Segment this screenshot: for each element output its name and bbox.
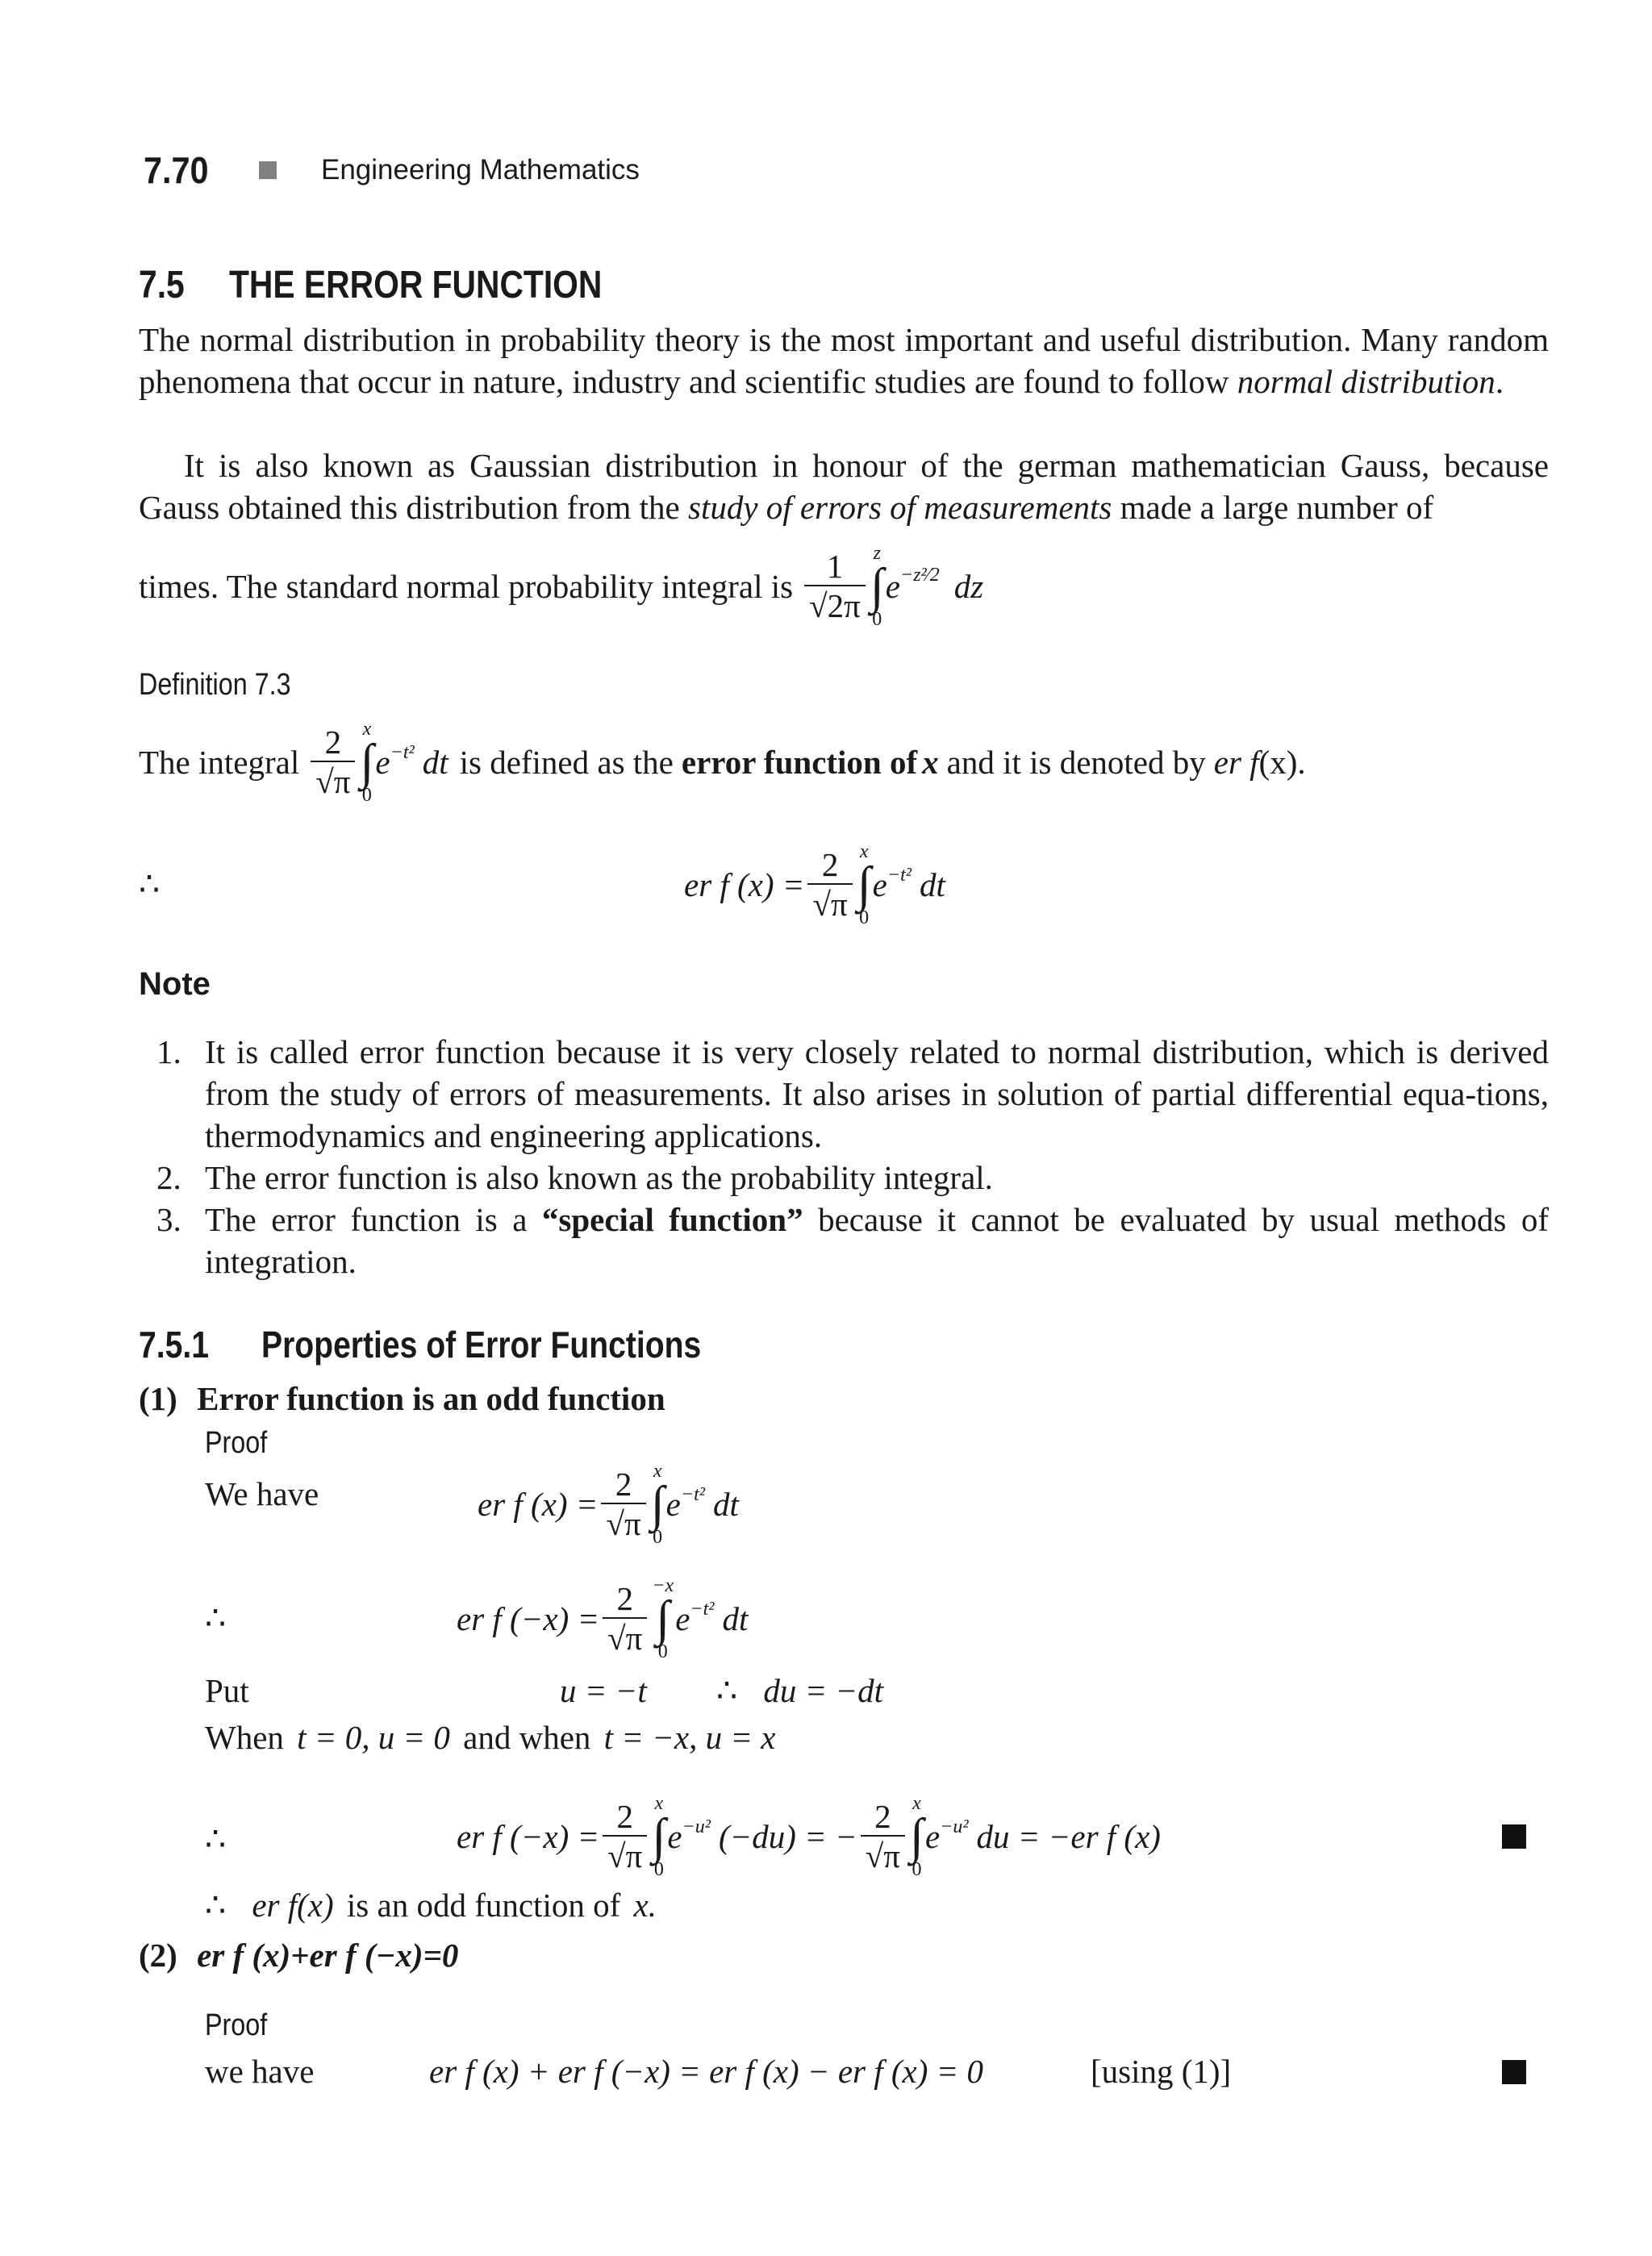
pi: π [830,886,848,923]
note-title: Note [139,966,211,1002]
eq-fraction [861,1799,905,1874]
fraction-denominator: √π [603,1617,647,1657]
eq-middle: (−du) = − [718,1818,857,1855]
fraction-numerator: 2 [616,1797,633,1835]
integral-upper-limit: x [654,1792,664,1814]
integral-symbol: ∫ [656,1591,670,1646]
note-item-2 [139,1157,1549,1199]
integral-symbol: ∫ [360,734,374,790]
section-title: THE ERROR FUNCTION [229,264,603,306]
note-text [205,1199,1549,1282]
formula-fraction [807,847,852,923]
property-1-heading [139,1378,665,1420]
exp-base: e [665,1486,681,1523]
def-fraction [311,724,355,800]
definition-bold: error function of [681,744,918,781]
normal-integral-line [139,534,1510,639]
therefore-symbol: ∴ [139,865,161,903]
normal-integral-text: times. The standard normal probability integral is [139,568,794,605]
conclusion-var: x. [633,1887,657,1924]
therefore-symbol: ∴ [205,1820,227,1858]
substitution-result [716,1670,883,1712]
integral-symbol: ∫ [909,1808,924,1864]
note-number: 1. [156,1033,181,1070]
when-text: When [205,1719,284,1756]
eq-fraction [603,1799,647,1874]
note-item-3 [139,1199,1549,1282]
using-reference: [using (1)] [1091,2053,1232,2090]
fraction-numerator: 2 [616,1579,633,1617]
fraction-denominator: √π [311,761,355,800]
page-number: 7.70 [144,149,209,191]
section-number: 7.5 [139,264,185,306]
note-text: The error function is also known as the probability integral. [205,1159,993,1196]
exponent: −u² [940,1816,969,1837]
integral-upper-limit: x [653,1460,662,1482]
conclusion-text: is an odd function of [346,1887,621,1924]
integral-sign [857,842,871,928]
exponent: −t² [680,1484,705,1505]
integral-sign [652,1794,665,1880]
fraction-numerator: 1 [826,547,844,585]
integral-upper-limit: z [873,542,881,564]
intro-paragraph-1 [139,319,1549,402]
qed-square-icon [1502,1824,1526,1849]
when-eq: t = −x, u = x [603,1719,776,1756]
integral-symbol: ∫ [650,1476,665,1532]
definition-label: Definition 7.3 [139,668,291,702]
differential: dt [722,1600,749,1637]
gauss-text-end: made a large number of [1120,489,1434,526]
exponent: −t² [886,865,912,886]
gauss-text: It is also known as Gaussian distribution in honour of the german mathematician Gauss, because Gauss obtained this distribution from the [139,447,1549,526]
fraction-denominator: √π [861,1835,905,1874]
property-1-conclusion [205,1884,657,1926]
differential: dt [422,744,448,781]
property-number: (1) [139,1380,177,1417]
fraction-denominator: √2π [804,585,866,624]
normal-constant-fraction [804,548,866,624]
formula-lhs: er f (x) = [684,866,805,903]
integral-sign [870,544,884,630]
property-2-equation: er f (x) + er f (−x) = er f (x) − er f (x) = 0 [429,2053,984,2090]
note-bold: “special function” [541,1201,803,1238]
running-header [144,144,1515,200]
fraction-numerator: 2 [874,1797,891,1835]
eq-lhs: er f (−x) = [457,1818,600,1855]
section-heading [139,263,1510,311]
definition-text: and it is denoted by [946,744,1206,781]
definition-line [139,710,1558,815]
note-text-part: because it cannot be evaluated by usual methods of integration. [205,1201,1549,1280]
eq-lhs: er f (−x) = [457,1600,600,1637]
pi: π [625,1620,643,1657]
integral-symbol: ∫ [870,558,884,614]
pi: π [624,1505,641,1542]
note-text-part: The error function is a [205,1201,528,1238]
therefore-symbol: ∴ [205,1887,227,1924]
differential: dt [712,1486,739,1523]
limits-change-line [205,1716,775,1758]
we-have-label: we have [205,2053,315,2090]
erf-definition-formula [684,832,1168,937]
exp-base: e [675,1600,690,1637]
integral-lower-limit: 0 [657,1641,668,1663]
exp-base: e [885,568,900,605]
integral-symbol: ∫ [857,857,871,912]
integral-sign [651,1462,665,1548]
exponent: −t² [690,1599,715,1620]
eq-lhs: er f (x) = [478,1486,599,1523]
erf-notation: er f [1213,744,1259,781]
integral-lower-limit: 0 [872,609,882,631]
eq-end: du = −er f (x) [976,1818,1161,1855]
proof-label: Proof [205,1426,268,1460]
property-2-heading [139,1934,458,1976]
definition-text: The integral [139,744,300,781]
differential: dz [953,568,984,605]
fraction-numerator: 2 [615,1465,632,1503]
substitution: u = −t [560,1672,647,1709]
differential: dt [919,866,945,903]
subsection-number: 7.5.1 [139,1324,209,1366]
proof-label: Proof [205,2008,268,2042]
erf-eq-3 [457,1784,1263,1889]
exponent: −u² [682,1816,711,1837]
property-number: (2) [139,1937,177,1974]
integral-sign [360,719,373,806]
qed-square-icon [1502,2060,1526,2084]
fraction-denominator: √π [603,1835,647,1874]
put-label: Put [205,1672,249,1709]
pi: π [333,763,351,800]
integral-upper-limit: x [859,840,869,862]
integral-lower-limit: 0 [653,1859,664,1881]
note-list [139,1031,1549,1282]
intro-text: The normal distribution in probability theory is the most important and useful distribution. Many random phenomena that occur in nature, industry and scientific studies are found to follow [139,321,1549,400]
integral-lower-limit: 0 [361,785,372,807]
exp-base: e [924,1818,941,1855]
eq-fraction [601,1466,645,1542]
book-title: Engineering Mathematics [321,154,640,186]
erf-eq-2 [457,1566,876,1671]
therefore-symbol: ∴ [716,1672,738,1709]
header-square-icon [259,161,277,179]
exponent: −z²⁄2 [900,565,940,586]
fraction-numerator: 2 [821,845,839,883]
integral-sign [652,1576,674,1662]
fraction-denominator: √π [807,883,852,923]
intro-italic: normal distribution [1237,363,1496,400]
conclusion-erf: er f(x) [252,1887,334,1924]
exp-base: e [375,744,390,781]
integral-lower-limit: 0 [912,1859,922,1881]
property-title: er f (x)+er f (−x)=0 [197,1937,459,1974]
exponent: −t² [390,742,415,763]
intro-period: . [1495,363,1504,400]
erf-eq-1 [478,1452,881,1557]
when-eq: t = 0, u = 0 [297,1719,450,1756]
integral-sign [910,1794,924,1880]
integral-upper-limit: x [362,718,372,740]
integral-upper-limit: x [912,1792,921,1814]
property-title: Error function is an odd function [197,1380,665,1417]
note-text: It is called error function because it is very closely related to normal distribution, which is derived from the study of errors of measurements. It also arises in solution of partial differential equa-tions, thermodynamics and engineering applications. [205,1033,1549,1154]
erf-argument: (x). [1258,744,1306,781]
intro-paragraph-2 [139,444,1549,528]
integral-symbol: ∫ [652,1808,666,1864]
fraction-denominator: √π [601,1503,645,1542]
two-pi: 2π [827,587,861,624]
integral-lower-limit: 0 [653,1527,663,1549]
exp-base: e [667,1818,682,1855]
pi: π [625,1837,643,1874]
pi: π [883,1837,900,1874]
note-number: 3. [156,1201,181,1238]
definition-bold-var: x [922,744,939,781]
note-number: 2. [156,1159,181,1196]
integral-upper-limit: −x [652,1574,674,1596]
substitution-differential: du = −dt [763,1672,884,1709]
note-item-1 [139,1031,1549,1157]
therefore-symbol: ∴ [205,1599,227,1637]
we-have-label: We have [205,1475,319,1512]
subsection-heading [139,1323,1510,1371]
when-text: and when [463,1719,591,1756]
fraction-numerator: 2 [324,723,342,761]
gauss-italic: study of errors of measurements [687,489,1112,526]
exp-base: e [872,866,887,903]
definition-text: is defined as the [459,744,674,781]
integral-lower-limit: 0 [859,907,870,929]
eq-fraction [603,1581,647,1657]
subsection-title: Properties of Error Functions [261,1324,702,1366]
